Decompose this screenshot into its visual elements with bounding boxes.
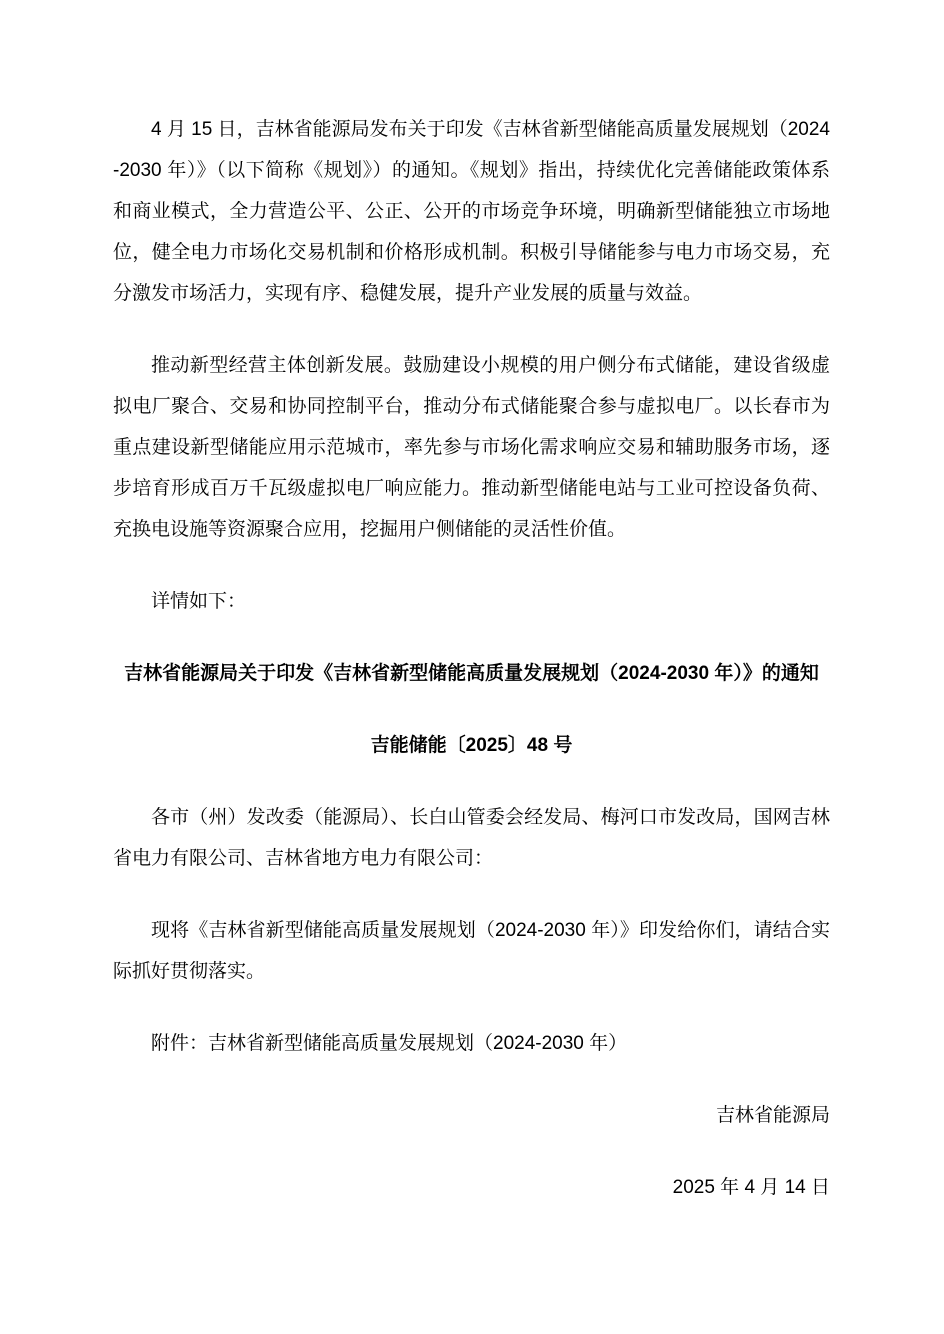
notice-title: 吉林省能源局关于印发《吉林省新型储能高质量发展规划（2024-2030 年）》的通知 [124, 663, 819, 684]
notice-attachment: 附件：吉林省新型储能高质量发展规划（2024-2030 年） [151, 1033, 628, 1054]
notice-signature: 吉林省能源局 [715, 1105, 830, 1126]
details-label: 详情如下： [151, 591, 247, 612]
notice-date: 2025 年 4 月 14 日 [672, 1177, 830, 1198]
intro-paragraph-2: 推动新型经营主体创新发展。鼓励建设小规模的用户侧分布式储能，建设省级虚拟电厂聚合、交易和协同控制平台，推动分布式储能聚合参与虚拟电厂。以长春市为重点建设新型储能应用示范城市，率先参与市场化需求响应交易和辅助服务市场，逐步培育形成百万千瓦级虚拟电厂响应能力。推动新型储能电站与工业可控设备负荷、充换电设施等资源聚合应用，挖掘用户侧储能的灵活性价值。 [113, 355, 830, 540]
intro-paragraph-1: 4 月 15 日，吉林省能源局发布关于印发《吉林省新型储能高质量发展规划（2024-2030 年）》（以下简称《规划》）的通知。《规划》指出，持续优化完善储能政策体系和商业模式，全力营造公平、公正、公开的市场竞争环境，明确新型储能独立市场地位，健全电力市场化交易机制和价格形成机制。积极引导储能参与电力市场交易，充分激发市场活力，实现有序、稳健发展，提升产业发展的质量与效益。 [113, 119, 830, 304]
notice-body: 现将《吉林省新型储能高质量发展规划（2024-2030 年）》印发给你们，请结合实际抓好贯彻落实。 [113, 920, 830, 982]
notice-doc-number: 吉能储能〔2025〕48 号 [370, 735, 573, 756]
notice-recipients: 各市（州）发改委（能源局）、长白山管委会经发局、梅河口市发改局，国网吉林省电力有限公司、吉林省地方电力有限公司： [113, 807, 830, 869]
